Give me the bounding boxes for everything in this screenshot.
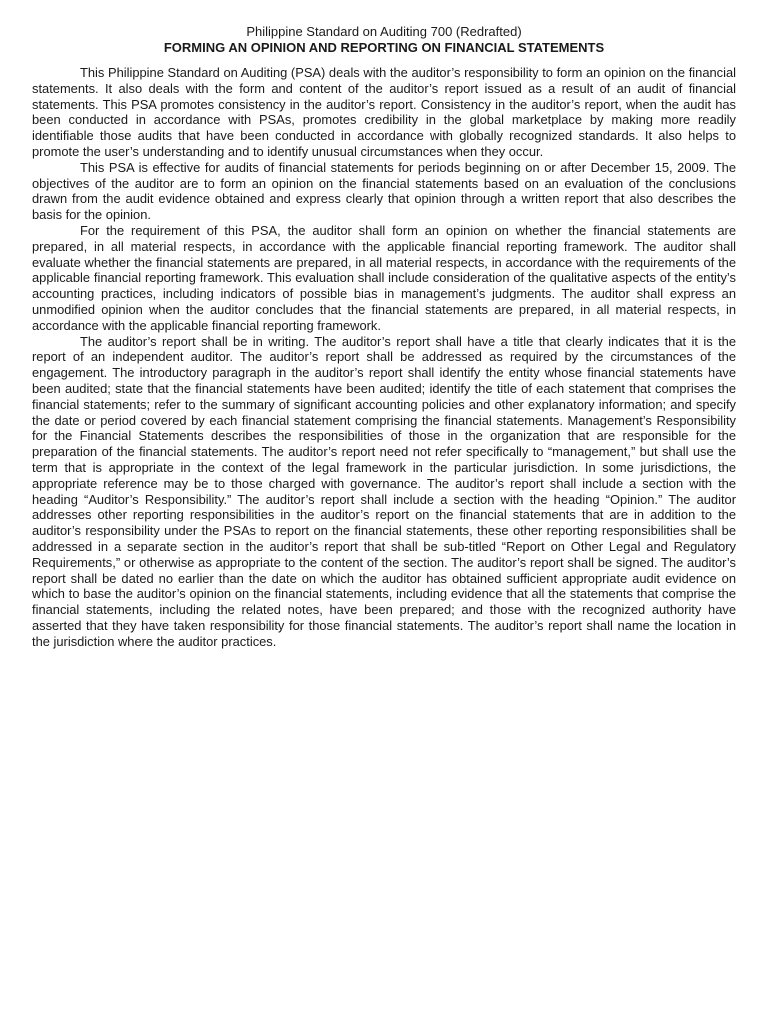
paragraph-forming-opinion: For the requirement of this PSA, the auditor shall form an opinion on whether the financial statements are prepared, in all material respects, in accordance with the applicable financial reporting framework. The auditor shall evaluate whether the financial statements are prepared, in all material respects, in accordance with the requirements of the applicable financial reporting framework. This evaluation shall include consideration of the qualitative aspects of the entity’s accounting practices, including indicators of possible bias in management’s judgments. The auditor shall express an unmodified opinion when the auditor concludes that the financial statements are prepared, in all material respects, in accordance with the applicable financial reporting framework. — [32, 222, 736, 333]
document-title: FORMING AN OPINION AND REPORTING ON FINANCIAL STATEMENTS — [163, 40, 605, 55]
document-page — [32, 24, 736, 649]
paragraph-scope: This Philippine Standard on Auditing (PSA) deals with the auditor’s responsibility to form an opinion on the financial statements. It also deals with the form and content of the auditor’s report issued as a result of an audit of financial statements. This PSA promotes consistency in the auditor’s report. Consistency in the auditor’s report, when the audit has been conducted in accordance with PSAs, promotes credibility in the global marketplace by making more readily identifiable those audits that have been conducted in accordance with globally recognized standards. It also helps to promote the user’s understanding and to identify unusual circumstances when they occur. — [32, 65, 736, 159]
paragraph-auditors-report: The auditor’s report shall be in writing. The auditor’s report shall have a title that clearly indicates that it is the report of an independent auditor. The auditor’s report shall be addressed as required by the circumstances of the engagement. The introductory paragraph in the auditor’s report shall identify the entity whose financial statements have been audited; state that the financial statements have been audited; identify the title of each statement that comprises the financial statements; refer to the summary of significant accounting policies and other explanatory information; and specify the date or period covered by each financial statement comprising the financial statements. Management’s Responsibility for the Financial Statements describes the responsibilities of those in the organization that are responsible for the preparation of the financial statements. The auditor’s report need not refer specifically to “management,” but shall use the term that is appropriate in the context of the legal framework in the particular jurisdiction. In some jurisdictions, the appropriate reference may be to those charged with governance. The auditor’s report shall include a section with the heading “Auditor’s Responsibility.” The auditor’s report shall include a section with the heading “Opinion.” The auditor addresses other reporting responsibilities in the auditor’s report on the financial statements that are in addition to the auditor’s responsibility under the PSAs to report on the financial statements, these other reporting responsibilities shall be addressed in a separate section in the auditor’s report that shall be sub-titled “Report on Other Legal and Regulatory Requirements,” or otherwise as appropriate to the content of the section. The auditor’s report shall be signed. The auditor’s report shall be dated no earlier than the date on which the auditor has obtained sufficient appropriate audit evidence on which to base the auditor’s opinion on the financial statements, including evidence that all the statements that comprise the financial statements, including the related notes, have been prepared; and those with the recognized authority have asserted that they have taken responsibility for those financial statements. The auditor’s report shall name the location in the jurisdiction where the auditor practices. — [32, 333, 736, 649]
document-subtitle: Philippine Standard on Auditing 700 (Redrafted) — [246, 24, 522, 39]
paragraph-effective-date: This PSA is effective for audits of financial statements for periods beginning on or after December 15, 2009. The objectives of the auditor are to form an opinion on the financial statements based on an evaluation of the conclusions drawn from the audit evidence obtained and express clearly that opinion through a written report that also describes the basis for the opinion. — [32, 159, 736, 223]
